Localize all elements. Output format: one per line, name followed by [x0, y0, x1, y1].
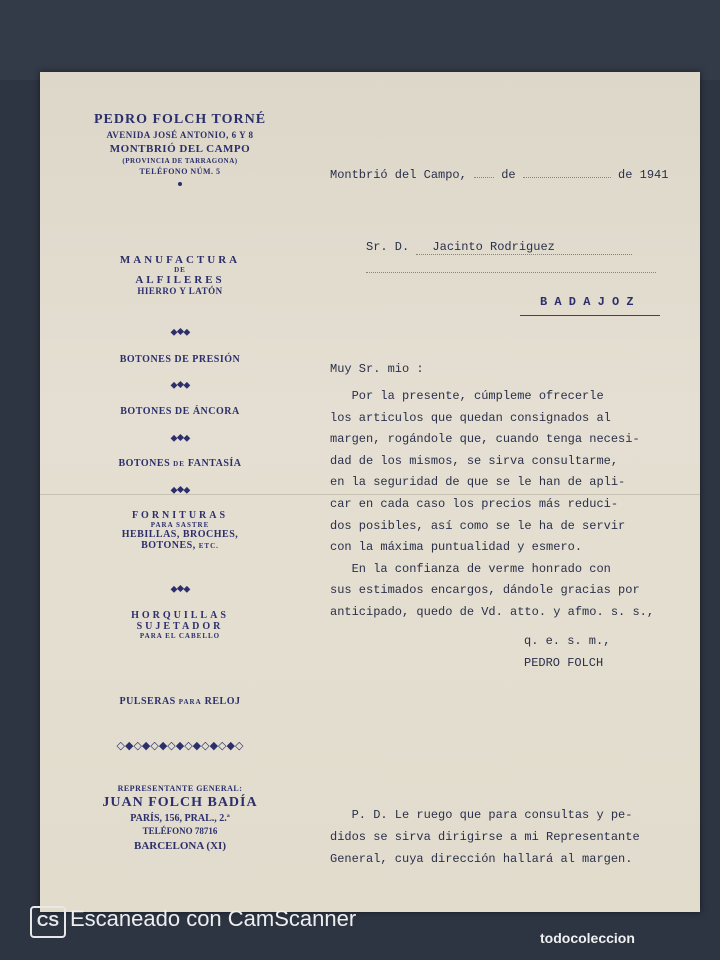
category-fantasia	[80, 458, 280, 469]
body-line: con la máxima puntualidad y esmero.	[330, 540, 583, 555]
category-label: RELOJ	[204, 696, 241, 707]
letterhead	[80, 112, 280, 186]
body-line: dad de los mismos, se sirva consultarme,	[330, 453, 619, 468]
body-line: los articulos que quedan consignados al	[330, 410, 611, 425]
company-address: AVENIDA JOSÉ ANTONIO, 6 Y 8	[106, 130, 254, 140]
salutation: Muy Sr. mio :	[330, 362, 424, 376]
ps-line: didos se sirva dirigirse a mi Representante	[330, 830, 640, 844]
postscript	[330, 804, 640, 870]
category-fornituras	[80, 510, 280, 551]
letter-place: Montbrió del Campo,	[330, 168, 467, 182]
category-alfileres	[80, 254, 280, 296]
ornament: ⬥◆⬥	[170, 327, 190, 338]
ornament: ⬥◆⬥	[170, 433, 190, 444]
body-line: sus estimados encargos, dándole gracias por	[330, 583, 640, 598]
category-label: HEBILLAS, BROCHES,	[121, 529, 239, 540]
company-province: (PROVINCIA DE TARRAGONA)	[122, 157, 238, 165]
camscanner-watermark: Escaneado con CamScanner	[70, 906, 357, 931]
city-underline	[520, 315, 660, 316]
representative-address: PARÍS, 156, PRAL., 2.ª	[130, 813, 230, 824]
signature: PEDRO FOLCH	[524, 656, 604, 670]
ornament-long: ◇◆◇◆◇◆◇◆◇◆◇◆◇◆◇	[116, 740, 244, 752]
body-line: anticipado, quedo de Vd. atto. y afmo. s. s.,	[330, 604, 655, 619]
closing: q. e. s. m.,	[524, 634, 611, 648]
body-line: margen, rogándole que, cuando tenga necesi-	[330, 432, 640, 447]
representative-phone: TELÉFONO 78716	[142, 826, 218, 836]
category-label: PARA EL CABELLO	[139, 632, 221, 640]
category-pulseras	[80, 696, 280, 707]
category-horquillas	[80, 610, 280, 640]
representative-block	[70, 784, 290, 852]
body-line: En la confianza de verme honrado con	[330, 561, 611, 576]
date-line	[330, 168, 668, 182]
category-label: BOTONES,	[141, 540, 196, 551]
category-label: PARA SASTRE	[150, 521, 210, 529]
ornament: ⬥◆⬥	[170, 584, 190, 595]
category-label: ETC.	[198, 542, 219, 550]
category-label: FANTASÍA	[187, 458, 242, 469]
todocoleccion-watermark: todocoleccion	[540, 930, 635, 946]
body-line: car en cada caso los precios más reduci-	[330, 496, 619, 511]
address-line	[366, 272, 656, 273]
body-line: en la seguridad de que se le han de apli-	[330, 475, 626, 490]
bullet-dot	[178, 182, 182, 186]
recipient-line	[366, 240, 632, 255]
letter-recipient: Jacinto Rodriguez	[416, 240, 632, 255]
letter-sr: Sr. D.	[366, 240, 410, 254]
company-phone: TELÉFONO NÚM. 5	[139, 167, 221, 176]
letter-de: de	[501, 168, 516, 182]
category-label: BOTONES	[118, 458, 171, 469]
category-label: HIERRO Y LATÓN	[137, 286, 223, 296]
category-label: PARA	[178, 698, 202, 706]
category-label: MANUFACTURA	[119, 254, 241, 266]
category-ancora: BOTONES DE ÁNCORA	[120, 406, 240, 417]
category-label: PULSERAS	[119, 696, 176, 707]
camscanner-logo: CS	[30, 906, 66, 938]
company-name: PEDRO FOLCH TORNÉ	[93, 112, 267, 127]
category-label: DE	[174, 266, 186, 274]
representative-name: JUAN FOLCH BADÍA	[102, 795, 258, 810]
letter-body	[330, 386, 654, 624]
category-label: FORNITURAS	[131, 510, 229, 521]
ps-line: General, cuya dirección hallará al margen.	[330, 852, 633, 866]
ps-line: P. D. Le ruego que para consultas y pe-	[330, 808, 633, 822]
category-label: SUJETADOR	[136, 621, 224, 632]
category-label: ALFILERES	[135, 274, 225, 286]
category-presion: BOTONES DE PRESIÓN	[119, 354, 241, 365]
letter-page	[40, 72, 700, 912]
body-line: dos posibles, así como se le ha de servir	[330, 518, 626, 533]
background	[0, 0, 720, 80]
letter-year: de 1941	[618, 168, 669, 182]
company-city: MONTBRIÓ DEL CAMPO	[109, 143, 251, 155]
category-label: DE	[173, 460, 185, 468]
ornament: ⬥◆⬥	[170, 485, 190, 496]
representative-label: REPRESENTANTE GENERAL:	[117, 784, 243, 793]
recipient-city: B A D A J O Z	[540, 295, 634, 309]
representative-city: BARCELONA (XI)	[134, 840, 226, 852]
body-line: Por la presente, cúmpleme ofrecerle	[330, 389, 604, 403]
category-label: HORQUILLAS	[131, 610, 229, 621]
ornament: ⬥◆⬥	[170, 380, 190, 391]
